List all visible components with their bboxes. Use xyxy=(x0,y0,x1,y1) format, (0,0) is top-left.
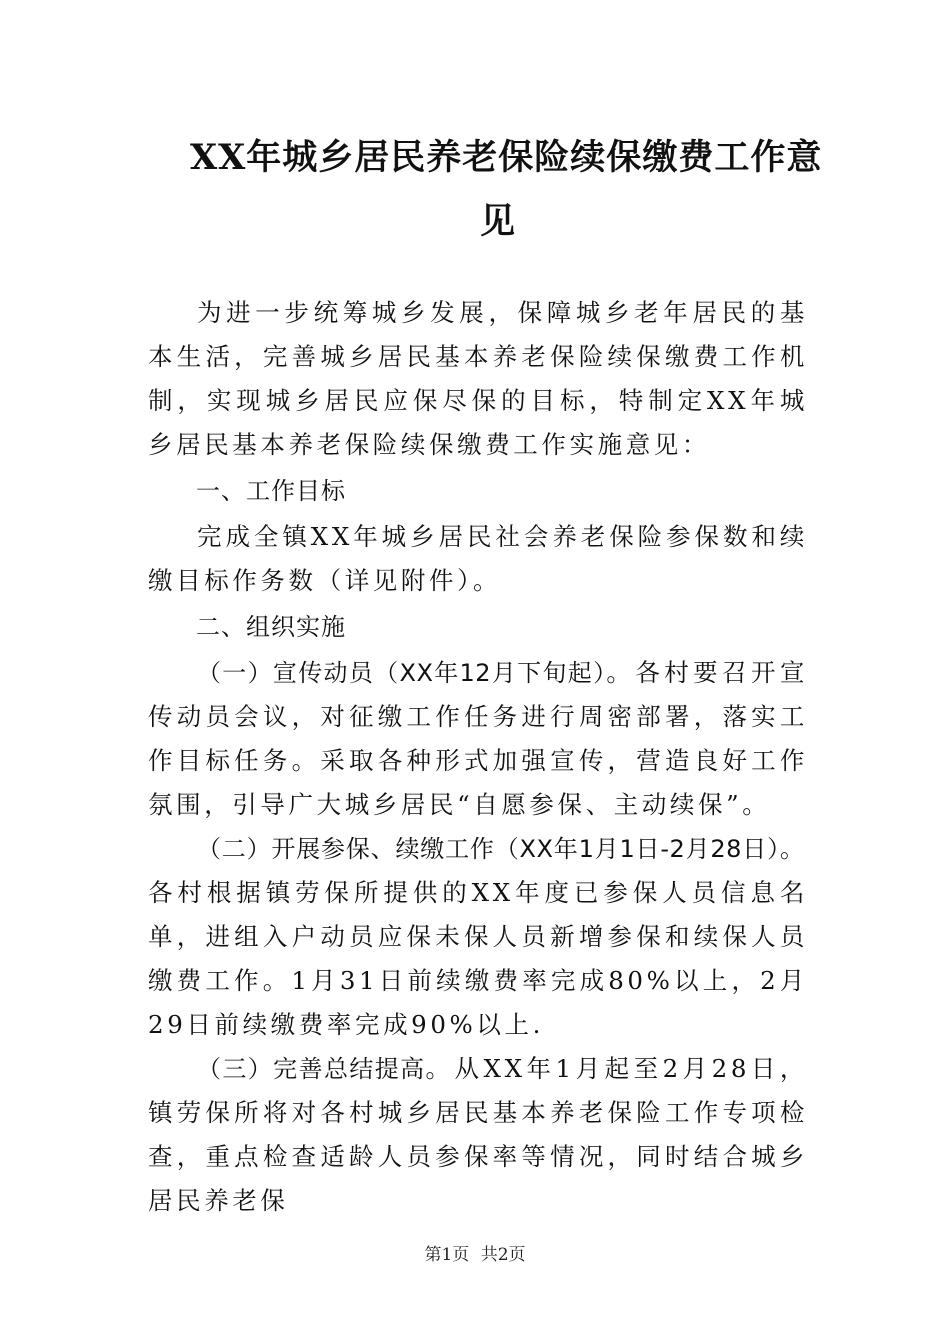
item2-paragraph xyxy=(148,827,808,1047)
section1-heading: 一、工作目标 xyxy=(196,477,346,505)
item3-text: 。从XX年1月起至2月28日，镇劳保所将对各村城乡居民基本养老保险工作专项检查，重点检查适龄人员参保率等情况，同时结合城乡居民养老保 xyxy=(148,1054,809,1215)
item1-text: 。各村要召开宣传动员会议，对征缴工作任务进行周密部署，落实工作目标任务。采取各种形式加强宣传，营造良好工作氛围，引导广大城乡居民“自愿参保、主动续保”。 xyxy=(148,658,808,819)
item2-text: 。各村根据镇劳保所提供的XX年度已参保人员信息名单，进组入户动员应保未保人员新增参保和续保人员缴费工作。1月31日前续缴费率完成80%以上，2月29日前续缴费率完成90%以上. xyxy=(148,834,808,1039)
document-title-line1: XX年城乡居民养老保险续保缴费工作意 xyxy=(190,137,823,178)
item3-paragraph xyxy=(148,1047,808,1223)
item3-lead: （三）完善总结提高 xyxy=(197,1055,426,1083)
page-total: 共2页 xyxy=(480,1245,526,1265)
document-body xyxy=(148,291,808,1223)
item1-lead: （一）宣传动员（XX年12月下旬起） xyxy=(197,659,607,687)
section2-heading: 二、组织实施 xyxy=(196,613,346,641)
item1-paragraph xyxy=(148,651,808,827)
intro-paragraph: 为进一步统筹城乡发展，保障城乡老年居民的基本生活，完善城乡居民基本养老保险续保缴费工作机制，实现城乡居民应保尽保的目标，特制定XX年城乡居民基本养老保险续保缴费工作实施意见： xyxy=(148,298,808,459)
page-number: 第1页 xyxy=(424,1245,470,1265)
item2-lead: （二）开展参保、续缴工作（XX年1月1日-2月28日） xyxy=(197,835,780,863)
document-title-line2: 见 xyxy=(479,201,516,242)
section1-paragraph: 完成全镇XX年城乡居民社会养老保险参保数和续缴目标作务数（详见附件）。 xyxy=(148,522,808,595)
page-footer xyxy=(0,1240,950,1265)
